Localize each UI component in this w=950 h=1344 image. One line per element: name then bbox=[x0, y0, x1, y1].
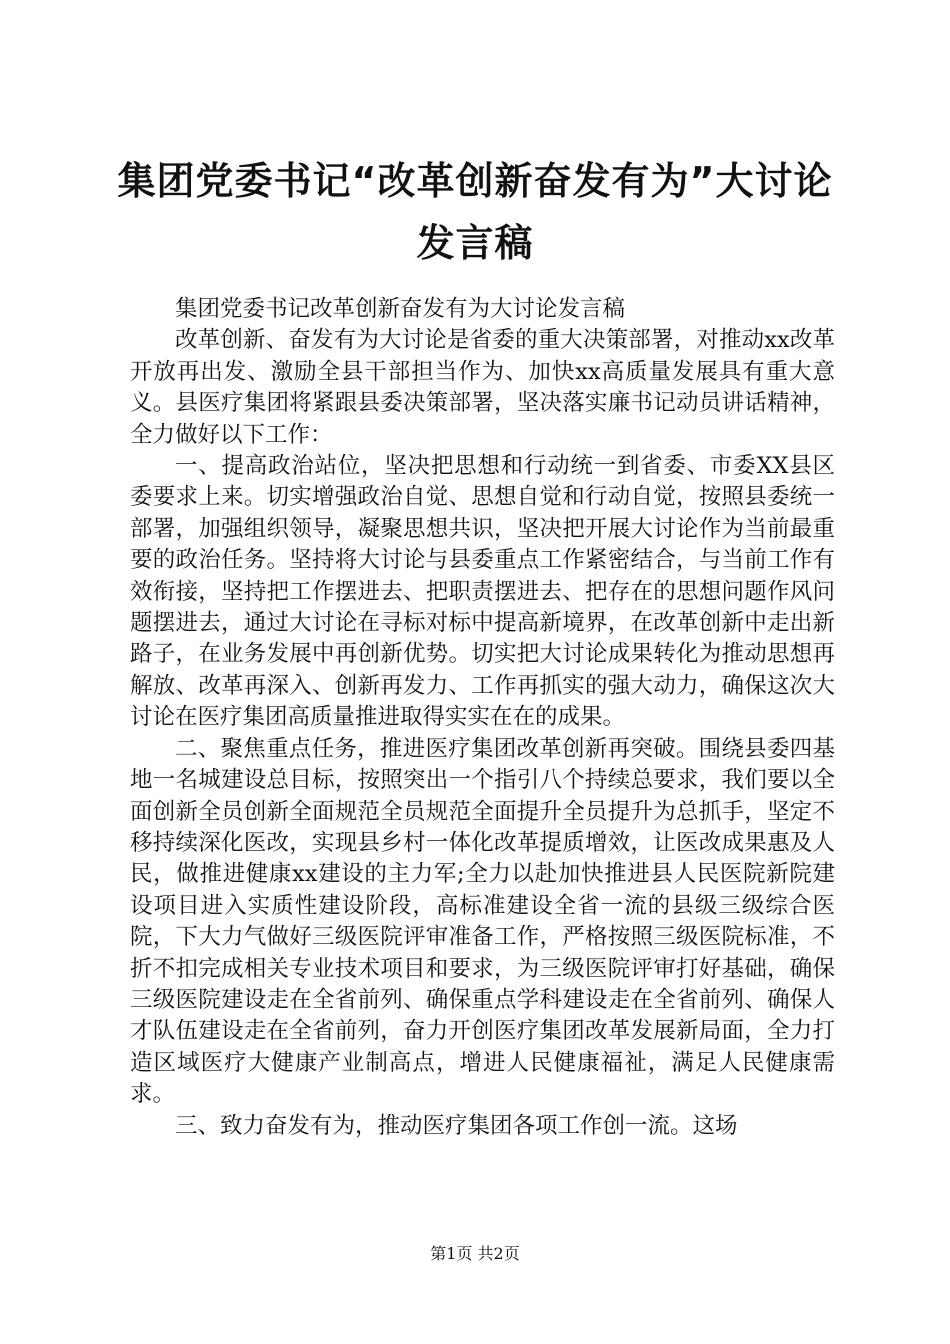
page-number-footer: 第1页 共2页 bbox=[430, 1244, 520, 1263]
section-one-paragraph: 一、提高政治站位，坚决把思想和行动统一到省委、市委XX县区委要求上来。切实增强政治自觉、思想自觉和行动自觉，按照县委统一部署，加强组织领导，凝聚思想共识，坚决把开展大讨论作为当前最重要的政治任务。坚持将大讨论与县委重点工作紧密结合，与当前工作有效衔接，坚持把工作摆进去、把职责摆进去、把存在的思想问题作风问题摆进去，通过大讨论在寻标对标中提高新境界，在改革创新中走出新路子，在业务发展中再创新优势。切实把大讨论成果转化为推动思想再解放、改革再深入、创新再发力、工作再抓实的强大动力，确保这次大讨论在医疗集团高质量推进取得实实在在的成果。 bbox=[130, 453, 835, 731]
document-body bbox=[130, 294, 835, 1142]
document-title: 集团党委书记“改革创新奋发有为”大讨论发言稿 bbox=[117, 159, 833, 265]
subtitle-paragraph: 集团党委书记改革创新奋发有为大讨论发言稿 bbox=[175, 296, 626, 322]
section-three-paragraph: 三、致力奋发有为，推动医疗集团各项工作创一流。这场 bbox=[175, 1112, 738, 1139]
intro-paragraph: 改革创新、奋发有为大讨论是省委的重大决策部署，对推动xx改革开放再出发、激励全县干部担当作为、加快xx高质量发展具有重大意义。县医疗集团将紧跟县委决策部署，坚决落实廉书记动员讲话精神，全力做好以下工作： bbox=[130, 327, 835, 448]
section-two-paragraph: 二、聚焦重点任务，推进医疗集团改革创新再突破。围绕县委四基地一名城建设总目标，按照突出一个指引八个持续总要求，我们要以全面创新全员创新全面规范全员规范全面提升全员提升为总抓手，坚定不移持续深化医改，实现县乡村一体化改革提质增效，让医改成果惠及人民，做推进健康xx建设的主力军;全力以赴加快推进县人民医院新院建设项目进入实质性建设阶段，高标准建设全省一流的县级三级综合医院，下大力气做好三级医院评审准备工作，严格按照三级医院标准，不折不扣完成相关专业技术项目和要求，为三级医院评审打好基础，确保三级医院建设走在全省前列、确保重点学科建设走在全省前列、确保人才队伍建设走在全省前列，奋力开创医疗集团改革发展新局面，全力打造区域医疗大健康产业制高点，增进人民健康福祉，满足人民健康需求。 bbox=[130, 735, 835, 1108]
